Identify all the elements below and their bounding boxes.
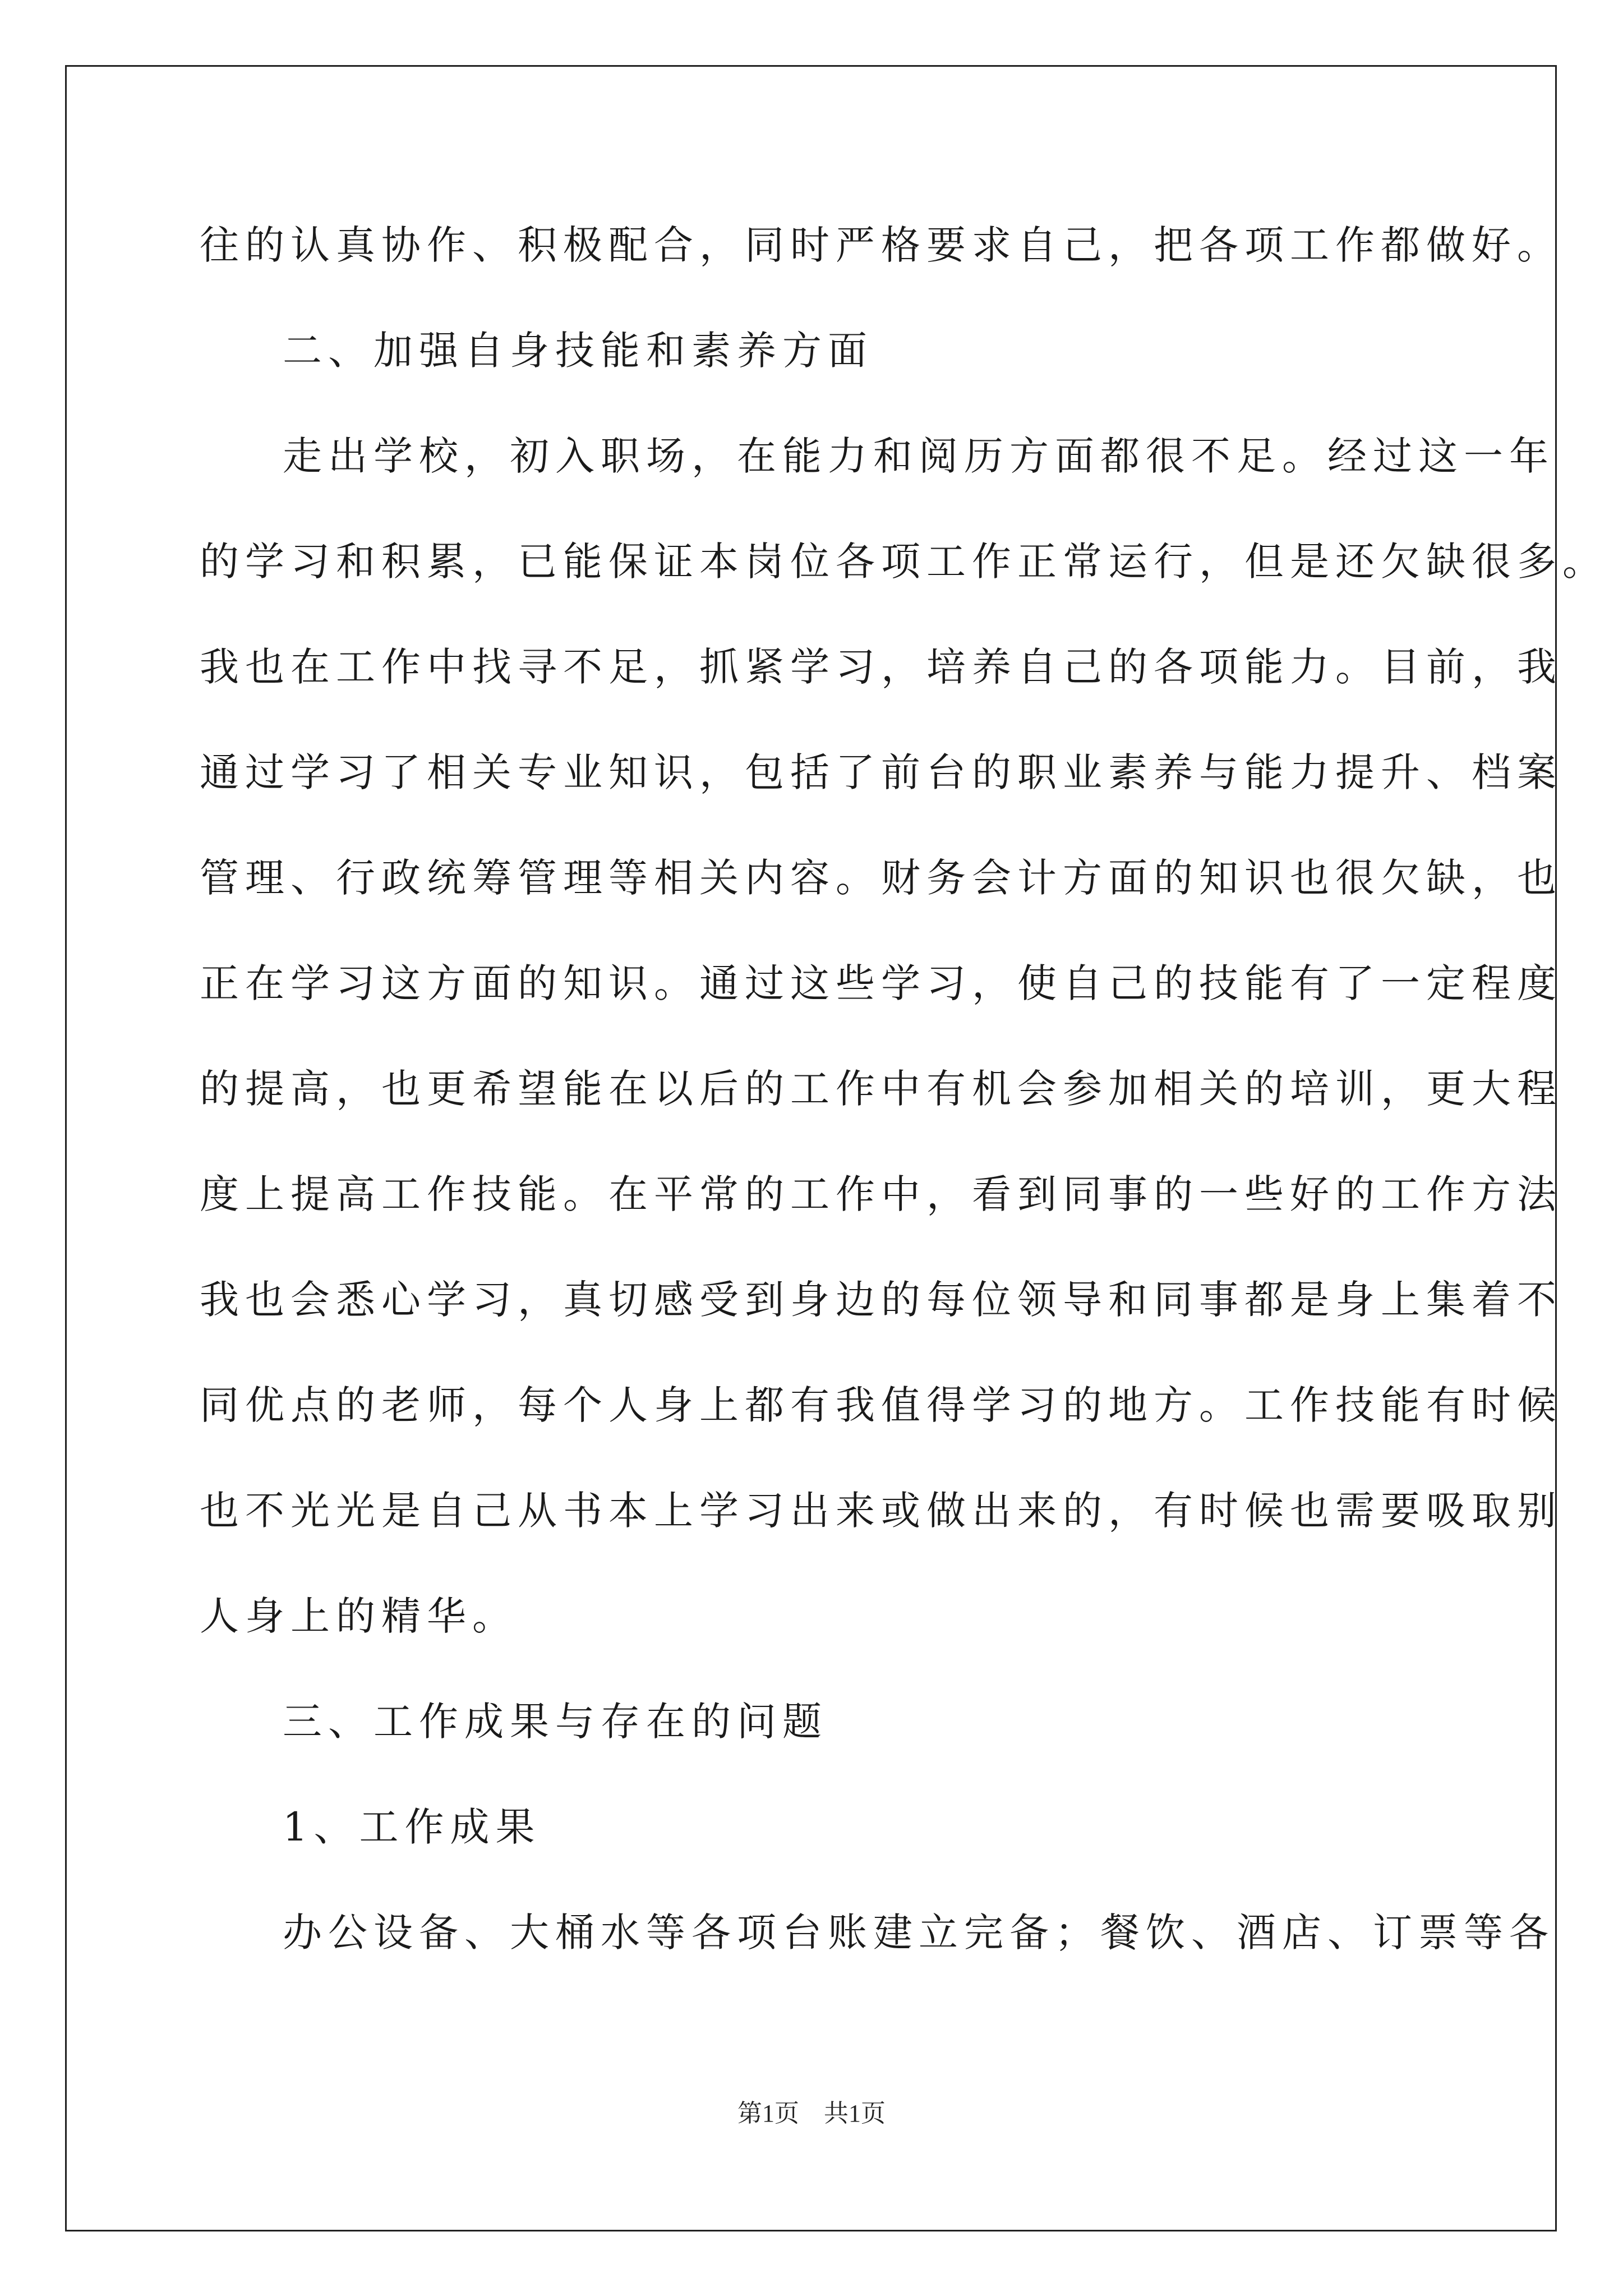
paragraph-line: 度上提高工作技能。在平常的工作中，看到同事的一些好的工作方法 — [200, 1171, 1562, 1217]
paragraph-line: 管理、行政统筹管理等相关内容。财务会计方面的知识也很欠缺，也 — [200, 855, 1562, 901]
paragraph-line: 正在学习这方面的知识。通过这些学习，使自己的技能有了一定程度 — [200, 960, 1562, 1006]
paragraph-line: 往的认真协作、积极配合，同时严格要求自己，把各项工作都做好。 — [200, 222, 1562, 268]
paragraph-line: 的提高，也更希望能在以后的工作中有机会参加相关的培训，更大程 — [200, 1066, 1562, 1112]
paragraph-line: 走出学校，初入职场，在能力和阅历方面都很不足。经过这一年 — [283, 433, 1555, 479]
paragraph-line: 人身上的精华。 — [200, 1593, 518, 1639]
paragraph-line: 我也在工作中找寻不足，抓紧学习，培养自己的各项能力。目前，我 — [200, 644, 1562, 690]
subsection-heading: 1、工作成果 — [283, 1804, 541, 1850]
page-border — [65, 65, 1557, 2231]
section-heading: 三、工作成果与存在的问题 — [283, 1699, 828, 1745]
section-heading: 二、加强自身技能和素养方面 — [283, 328, 873, 374]
paragraph-line: 通过学习了相关专业知识，包括了前台的职业素养与能力提升、档案 — [200, 749, 1562, 795]
paragraph-line: 的学习和积累，已能保证本岗位各项工作正常运行，但是还欠缺很多。 — [200, 539, 1608, 585]
paragraph-line: 我也会悉心学习，真切感受到身边的每位领导和同事都是身上集着不 — [200, 1277, 1562, 1323]
page-footer: 第1页 共1页 — [737, 2100, 886, 2127]
paragraph-line: 也不光光是自己从书本上学习出来或做出来的，有时候也需要吸取别 — [200, 1488, 1562, 1534]
paragraph-line: 办公设备、大桶水等各项台账建立完备；餐饮、酒店、订票等各 — [283, 1910, 1555, 1955]
paragraph-line: 同优点的老师，每个人身上都有我值得学习的地方。工作技能有时候 — [200, 1382, 1562, 1428]
